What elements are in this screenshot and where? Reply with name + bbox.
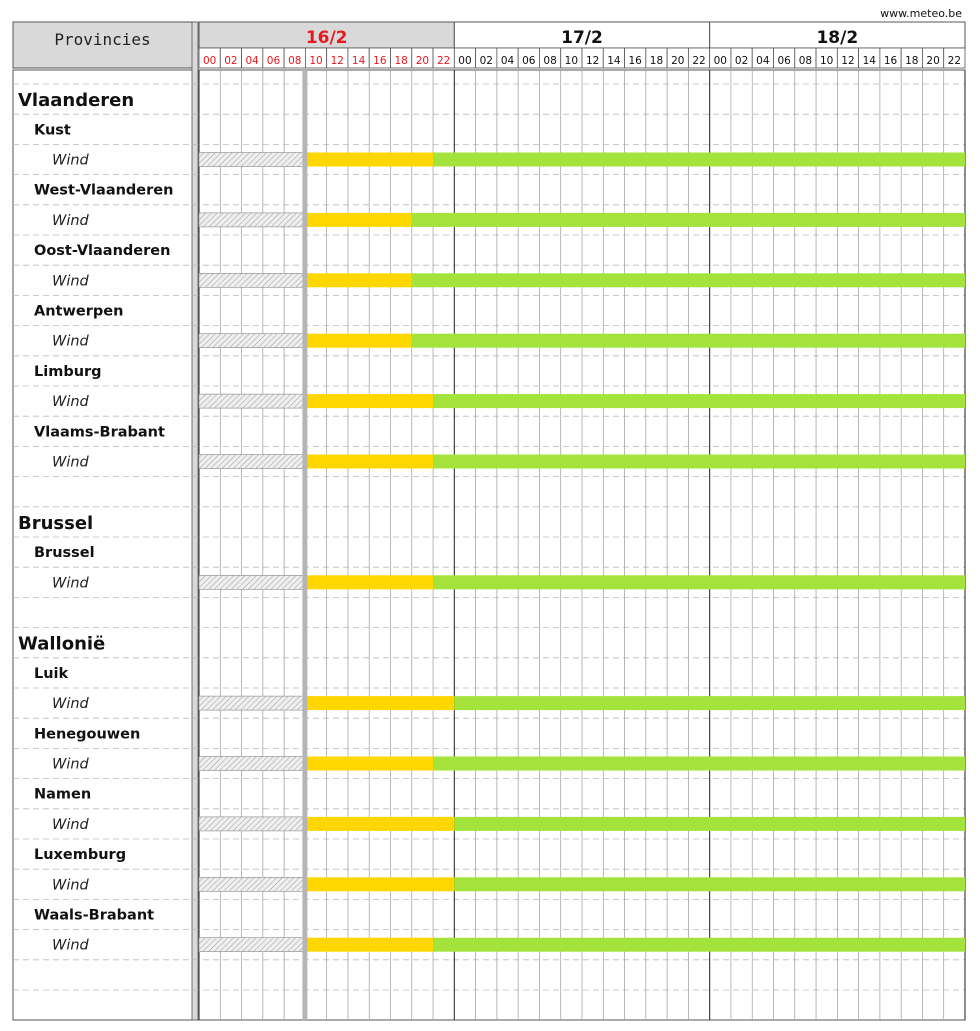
past-hatched-bar: [199, 757, 305, 771]
green-no-warning-bar: [454, 877, 965, 891]
hour-tick-label: 18: [905, 55, 919, 67]
province-label: Oost-Vlaanderen: [34, 243, 171, 260]
green-no-warning-bar: [454, 817, 965, 831]
past-hatched-bar: [199, 877, 305, 891]
current-time-line: [302, 70, 307, 1020]
hour-tick-label: 06: [266, 55, 281, 67]
green-no-warning-bar: [412, 273, 965, 287]
hour-tick-label: 02: [479, 55, 493, 67]
parameter-label: Wind: [52, 575, 89, 592]
hour-tick-label: 10: [564, 55, 579, 67]
green-no-warning-bar: [454, 696, 965, 710]
hour-tick-label: 12: [585, 55, 600, 67]
day-label: 18/2: [816, 28, 859, 48]
hour-tick-label: 20: [415, 55, 430, 67]
hour-tick-label: 04: [500, 55, 515, 67]
yellow-warning-bar: [305, 696, 454, 710]
yellow-warning-bar: [305, 877, 454, 891]
hour-tick-label: 00: [713, 55, 727, 67]
source-credit: www.meteo.be: [880, 7, 962, 20]
green-no-warning-bar: [412, 213, 965, 227]
yellow-warning-bar: [305, 817, 454, 831]
hour-tick-label: 14: [351, 55, 366, 67]
hour-tick-label: 02: [734, 55, 749, 67]
hour-tick-label: 04: [756, 55, 770, 67]
yellow-warning-bar: [305, 153, 433, 167]
hour-tick-label: 12: [841, 55, 855, 67]
province-label: Henegouwen: [34, 726, 141, 743]
hour-tick-label: 00: [458, 55, 472, 67]
province-label: Waals-Brabant: [34, 907, 155, 924]
hour-tick-label: 08: [288, 55, 302, 67]
yellow-warning-bar: [305, 575, 433, 589]
hour-tick-label: 14: [862, 55, 876, 67]
province-label: Antwerpen: [34, 303, 124, 320]
past-hatched-bar: [199, 394, 305, 408]
hour-tick-label: 06: [522, 55, 536, 67]
past-hatched-bar: [199, 455, 305, 469]
green-no-warning-bar: [433, 757, 965, 771]
day-label: 17/2: [561, 28, 603, 48]
parameter-label: Wind: [52, 756, 89, 773]
parameter-label: Wind: [52, 273, 89, 290]
province-label: Luxemburg: [34, 847, 127, 864]
day-label: 16/2: [305, 28, 348, 48]
hour-tick-label: 14: [607, 55, 621, 67]
past-hatched-bar: [199, 696, 305, 710]
yellow-warning-bar: [305, 273, 411, 287]
province-label: Limburg: [34, 363, 102, 380]
yellow-warning-bar: [305, 213, 411, 227]
yellow-warning-bar: [305, 334, 411, 348]
past-hatched-bar: [199, 153, 305, 167]
parameter-label: Wind: [52, 937, 89, 954]
hour-tick-label: 10: [820, 55, 834, 67]
region-label: Wallonië: [18, 633, 106, 655]
parameter-label: Wind: [52, 696, 89, 713]
province-label: West-Vlaanderen: [34, 182, 174, 199]
green-no-warning-bar: [433, 575, 965, 589]
parameter-label: Wind: [52, 212, 89, 229]
parameter-label: Wind: [52, 333, 89, 350]
hour-tick-label: 10: [309, 55, 323, 67]
hour-tick-label: 00: [202, 55, 217, 67]
province-label: Vlaams-Brabant: [34, 424, 165, 441]
hour-tick-label: 22: [947, 55, 962, 67]
province-label: Brussel: [34, 545, 95, 562]
green-no-warning-bar: [433, 153, 965, 167]
province-label: Namen: [34, 786, 92, 803]
hour-tick-label: 12: [330, 55, 344, 67]
hour-tick-label: 18: [649, 55, 664, 67]
green-no-warning-bar: [412, 334, 965, 348]
green-no-warning-bar: [433, 455, 965, 469]
parameter-label: Wind: [52, 816, 89, 833]
past-hatched-bar: [199, 938, 305, 952]
yellow-warning-bar: [305, 938, 433, 952]
province-label: Kust: [34, 122, 71, 139]
region-label: Brussel: [18, 512, 94, 534]
parameter-label: Wind: [52, 152, 89, 169]
hour-tick-label: 20: [926, 55, 940, 67]
hour-tick-label: 18: [394, 55, 408, 67]
hour-tick-label: 16: [883, 55, 898, 67]
yellow-warning-bar: [305, 455, 433, 469]
header-label: Provincies: [54, 30, 151, 49]
yellow-warning-bar: [305, 757, 433, 771]
parameter-label: Wind: [52, 877, 89, 894]
parameter-label: Wind: [52, 394, 89, 411]
province-label: Luik: [34, 665, 69, 682]
past-hatched-bar: [199, 334, 305, 348]
hour-tick-label: 20: [671, 55, 685, 67]
past-hatched-bar: [199, 575, 305, 589]
green-no-warning-bar: [433, 938, 965, 952]
hour-tick-label: 22: [437, 55, 451, 67]
past-hatched-bar: [199, 213, 305, 227]
hour-tick-label: 02: [224, 55, 238, 67]
hour-tick-label: 16: [373, 55, 387, 67]
hour-tick-label: 08: [543, 55, 557, 67]
hour-tick-label: 06: [777, 55, 791, 67]
hour-tick-label: 22: [692, 55, 706, 67]
panel-divider: [192, 22, 198, 1020]
past-hatched-bar: [199, 817, 305, 831]
region-label: Vlaanderen: [18, 90, 135, 112]
hour-tick-label: 04: [245, 55, 259, 67]
hour-tick-label: 08: [798, 55, 813, 67]
hour-tick-label: 16: [628, 55, 642, 67]
green-no-warning-bar: [433, 394, 965, 408]
yellow-warning-bar: [305, 394, 433, 408]
past-hatched-bar: [199, 273, 305, 287]
parameter-label: Wind: [52, 454, 89, 471]
